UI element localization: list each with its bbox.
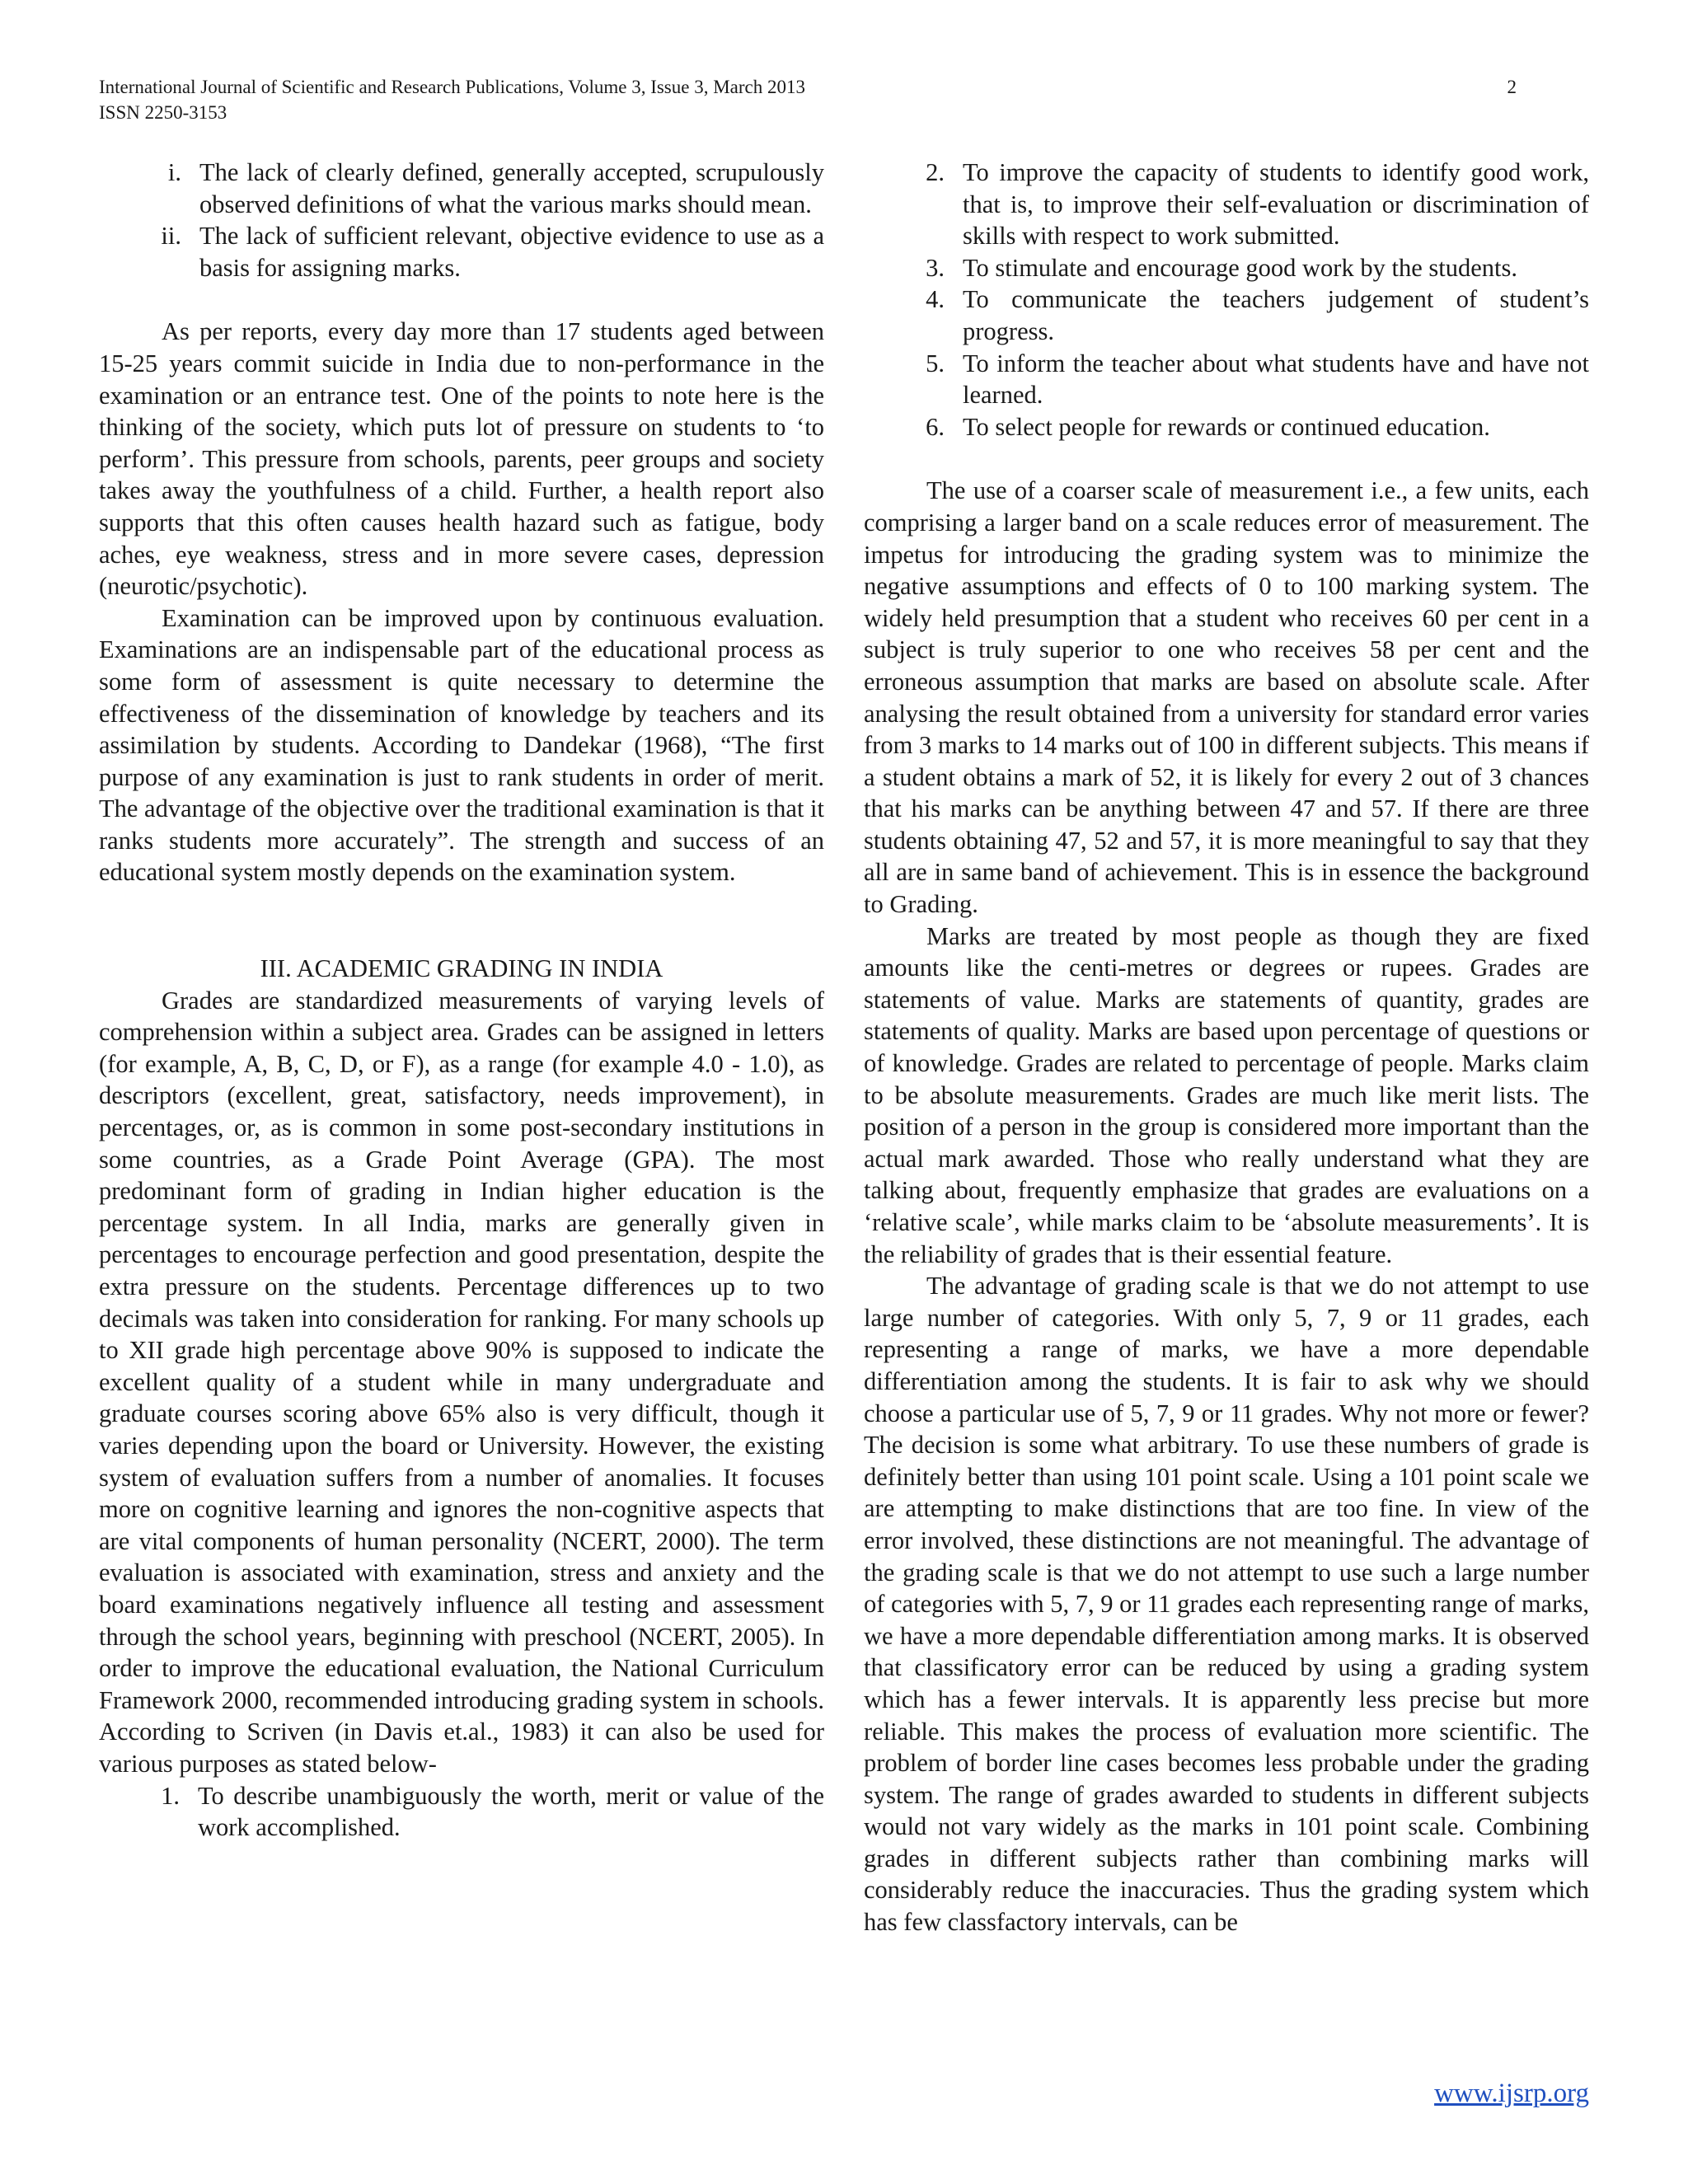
list-item [864,252,1589,284]
list-text: To stimulate and encourage good work by the students. [963,253,1517,282]
paragraph-examination: Examination can be improved upon by continuous evaluation. Examinations are an indispensable part of the educational process as some form of assessment is quite necessary to determine the effectiveness of the dissemination of knowledge by teachers and its assimilation by students. According to Dandekar (1968), “The first purpose of any examination is just to rank students in order of merit. The advantage of the objective over the traditional examination is that it ranks students more accurately”. The strength and success of an educational system mostly depends on the examination system. [99,603,824,887]
list-item [99,157,824,220]
list-item [99,220,824,284]
list-marker: i. [167,158,181,186]
right-column [864,157,1589,1938]
list-text: To select people for rewards or continued education. [963,412,1490,441]
list-text: The lack of clearly defined, generally accepted, scrupulously observed definitions of what the various marks should mean. [199,158,824,218]
list-item [864,157,1589,252]
list-item [864,411,1589,443]
list-marker: 1. [161,1781,180,1810]
list-item [864,348,1589,411]
list-marker: ii. [161,222,181,251]
list-marker: 2. [926,158,945,186]
journal-line: International Journal of Scientific and Research Publications, Volume 3, Issue 3, March 2013 [99,77,805,97]
paragraph-coarser-scale: The use of a coarser scale of measurement i.e., a few units, each comprising a larger band on a scale reduces error of measurement. The impetus for introducing the grading system was to minimize the negative assumptions and effects of 0 to 100 marking system. The widely held presumption that a student who receives 60 per cent in a subject is truly superior to one who receives 58 per cent and the erroneous assumption that marks are based on absolute scale. After analysing the result obtained from a university for standard error varies from 3 marks to 14 marks out of 100 in different subjects. This means if a student obtains a mark of 52, it is likely for every 2 out of 3 chances that his marks can be anything between 47 and 57. If there are three students obtaining 47, 52 and 57, it is more meaningful to say that they all are in same band of achievement. This is in essence the background to Grading. [864,476,1589,919]
numbered-list-continued [864,157,1589,443]
running-header [99,74,1517,125]
list-item [864,284,1589,347]
paragraph-suicide: As per reports, every day more than 17 students aged between 15-25 years commit suicide in India due to non-performance in the examination or an entrance test. One of the points to note here is the thinking of the society, which puts lot of pressure on students to ‘to perform’. This pressure from schools, parents, peer groups and society takes away the youthfulness of a child. Further, a health report also supports that this often causes health hazard such as fatigue, body aches, eye weakness, stress and in more severe cases, depression (neurotic/psychotic). [99,317,824,601]
paragraph-marks-vs-grades: Marks are treated by most people as though they are fixed amounts like the centi-metres or degrees or rupees. Grades are statements of value. Marks are statements of quantity, grades are statements of quality. Marks are based upon percentage of questions or of knowledge. Grades are related to percentage of people. Marks claim to be absolute measurements. Grades are much like merit lists. The position of a person in the group is considered more important than the actual mark awarded. Those who really understand what they are talking about, frequently emphasize that grades are evaluations on a ‘relative scale’, while marks claim to be ‘absolute measurements’. It is the reliability of grades that is their essential feature. [864,921,1589,1268]
numbered-list [99,1780,824,1844]
paragraph-grades: Grades are standardized measurements of varying levels of comprehension within a subject area. Grades can be assigned in letters (for example, A, B, C, D, or F), as a range (for example 4.0 - 1.0), as descriptors (excellent, great, satisfactory, needs improvement), in percentages, or, as is common in some post-secondary institutions in some countries, as a Grade Point Average (GPA). The most predominant form of grading in Indian higher education is the percentage system. In all India, marks are generally given in percentages to encourage perfection and good presentation, despite the extra pressure on the students. Percentage differences up to two decimals was taken into consideration for ranking. For many schools up to XII grade high percentage above 90% is supposed to indicate the excellent quality of a student while in many undergraduate and graduate courses scoring above 65% also is very difficult, though it varies depending upon the board or University. However, the existing system of evaluation suffers from a number of anomalies. It focuses more on cognitive learning and ignores the non-cognitive aspects that are vital components of human personality (NCERT, 2000). The term evaluation is associated with examination, stress and anxiety and the board examinations negatively influence all testing and assessment through the school years, beginning with preschool (NCERT, 2005). In order to improve the educational evaluation, the National Curriculum Framework 2000, recommended introducing grading system in schools. According to Scriven (in Davis et.al., 1983) it can also be used for various purposes as stated below- [99,986,824,1778]
list-text: The lack of sufficient relevant, objective evidence to use as a basis for assigning marks. [199,222,824,282]
page-number: 2 [1507,77,1517,97]
roman-list [99,157,824,284]
footer-website-link[interactable]: www.ijsrp.org [1434,2079,1589,2108]
list-text: To communicate the teachers judgement of student’s progress. [963,285,1589,345]
issn: ISSN 2250-3153 [99,102,227,123]
list-marker: 4. [926,285,945,314]
list-marker: 3. [926,253,945,282]
list-text: To inform the teacher about what students have and have not learned. [963,349,1589,410]
list-item [99,1780,824,1844]
list-marker: 5. [926,349,945,377]
list-marker: 6. [926,412,945,441]
list-text: To describe unambiguously the worth, merit or value of the work accomplished. [198,1781,824,1842]
section-heading: III. ACADEMIC GRADING IN INDIA [260,954,663,983]
list-text: To improve the capacity of students to identify good work, that is, to improve their self-evaluation or discrimination of skills with respect to work submitted. [963,158,1589,251]
left-column [99,157,824,1844]
paragraph-grading-advantage: The advantage of grading scale is that we do not attempt to use large number of categories. With only 5, 7, 9 or 11 grades, each representing a range of marks, we have a more dependable differentiation among the students. It is fair to ask why we should choose a particular use of 5, 7, 9 or 11 grades. Why not more or fewer? The decision is some what arbitrary. To use these numbers of grade is definitely better than using 101 point scale. Using a 101 point scale we are attempting to make distinctions that are too fine. In view of the error involved, these distinctions are not meaningful. The advantage of the grading scale is that we do not attempt to use such a large number of categories with 5, 7, 9 or 11 grades each representing range of marks, we have a more dependable differentiation among marks. It is observed that classificatory error can be reduced by using a grading system which has a fewer intervals. It is apparently less precise but more reliable. This makes the process of evaluation more scientific. The problem of border line cases becomes less probable under the grading system. The range of grades awarded to students in different subjects would not vary widely as the marks in 101 point scale. Combining grades in different subjects rather than combining marks will considerably reduce the inaccuracies. Thus the grading system which has few classfactory intervals, can be [864,1272,1589,1937]
